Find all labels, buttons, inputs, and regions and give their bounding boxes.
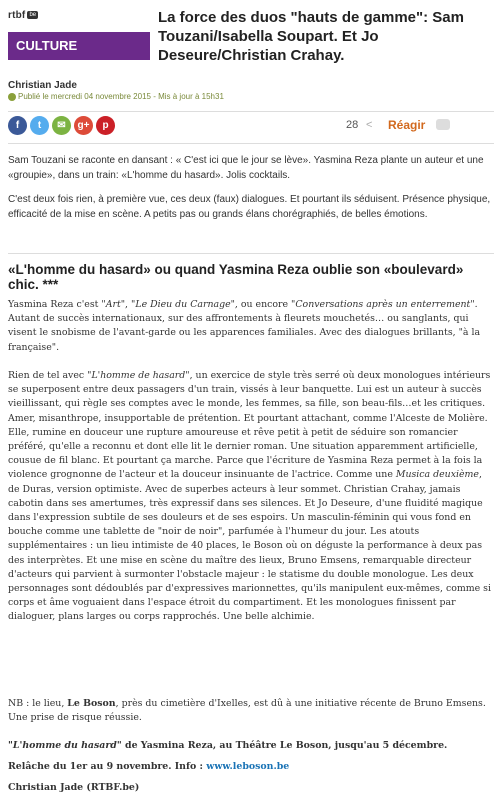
share-icon[interactable]: < (366, 119, 373, 131)
author-name[interactable]: Christian Jade (8, 80, 77, 91)
show-info: "L'homme du hasard" de Yasmina Reza, au Théâtre Le Boson, jusqu'au 5 décembre. (8, 740, 448, 751)
article-signature: Christian Jade (RTBF.be) (8, 782, 140, 793)
rtbf-logo[interactable] (8, 8, 148, 22)
article-subheading: «L'homme du hasard» ou quand Yasmina Reza oublie son «boulevard» chic. *** (8, 262, 464, 292)
divider (8, 111, 494, 112)
divider (8, 253, 494, 254)
share-bar (8, 116, 494, 138)
logo-badge: be (29, 12, 37, 18)
category-label[interactable]: CULTURE (8, 32, 150, 60)
body-paragraph: Yasmina Reza c'est "Art", "Le Dieu du Carnage", ou encore "Conversations après un enterrement". Autant de succès internationaux, sur des affrontements à fleurets mouchetés… ou sanglants, qui visent le snobisme de l'avant-garde ou les apparences familiales. Avec des dialogues brillants, "à la française". (8, 299, 481, 353)
show-dates: Relâche du 1er au 9 novembre. Info : www.leboson.be (8, 761, 290, 772)
brand-column (8, 8, 148, 60)
pinterest-icon[interactable]: p (96, 116, 115, 135)
clock-icon (8, 93, 16, 101)
logo-text: rtbf (8, 9, 26, 21)
divider (8, 143, 494, 144)
share-count: 28 (346, 119, 359, 131)
googleplus-icon[interactable]: g+ (74, 116, 93, 135)
comment-icon[interactable] (436, 119, 450, 130)
article-title: La force des duos "hauts de gamme": Sam Touzani/Isabella Soupart. Et Jo Deseure/Christian Crahay. (158, 9, 464, 64)
intro-paragraph: Sam Touzani se raconte en dansant : « C'est ici que le jour se lève». Yasmina Reza plante un auteur et une «groupie», dans un train: «L'homme du hasard». Jolis cocktails. (8, 155, 484, 181)
body-paragraph: Rien de tel avec "L'homme de hasard", un exercice de style très serré où deux monologues intérieurs se superposent entre deux passagers d'un train, vissés à leur banquette. Lui est un auteur à succès vieillissant, qui règle ses comptes avec le monde, les femmes, sa fille, son beau-fils…et les critiques. Amer, misanthrope, insupportable de prétention. Et pourtant attachant, comme l'Alceste de Molière. Elle, rumine en douceur une rupture amoureuse et rêve petit à petit de séduire son romancier préféré, qu'elle a reconnu et dont elle lit le dernier roman. Une situation apparemment artificielle, cousue de fil blanc. Et pourtant ça marche. Parce que l'écriture de Yasmina Reza permet à la fois la violence grognonne de l'acteur et la douceur insinuante de l'actrice. Comme une Musica deuxième, de Duras, version optimiste. Avec de superbes acteurs à leur sommet. Christian Crahay, jamais cabotin dans ses amertumes, très expressif dans ses silences. Et Jo Deseure, d'une fluidité magique dans l'expression subtile de ses douleurs et de ses espoirs. Un masculin-féminin qui vous fond en bouche comme une tablette de "noir de noir", parfumée à l'humeur du jour. Les atouts supplémentaires : un lieu intimiste de 40 places, le Boson où on déguste la performance à deux pas des interprètes. Et une mise en scène du maître des lieux, Bruno Emsens, remarquable directeur d'acteurs qui parvient à surmonter l'obstacle majeur : le statisme du double monologue. Les deux personnages sont dédoublés par d'expressives marionnettes, qu'ils manipulent eux-mêmes, comme si corps et âme voguaient dans l'espace étroit du compartiment. Et les monologues finissent par dialoguer, plans larges ou corps rapprochés. Une belle alchimie. (8, 370, 491, 623)
leboson-link[interactable]: www.leboson.be (206, 761, 290, 772)
facebook-icon[interactable]: f (8, 116, 27, 135)
intro-paragraph: C'est deux fois rien, à première vue, ces deux (faux) dialogues. Et pourtant ils séduisent. Présence physique, efficacité de la mise en scène. A petits pas ou grands élans chorégraphiés, de belles émotions. (8, 194, 491, 220)
email-icon[interactable]: ✉ (52, 116, 71, 135)
react-button[interactable]: Réagir (388, 118, 426, 132)
publish-date (8, 92, 224, 101)
twitter-icon[interactable]: t (30, 116, 49, 135)
publish-date-text: Publié le mercredi 04 novembre 2015 - Mis à jour à 15h31 (18, 92, 224, 101)
article-header (8, 8, 494, 70)
body-paragraph: NB : le lieu, Le Boson, près du cimetière d'Ixelles, est dû à une initiative récente de Bruno Emsens. Une prise de risque réussie. (8, 698, 486, 724)
